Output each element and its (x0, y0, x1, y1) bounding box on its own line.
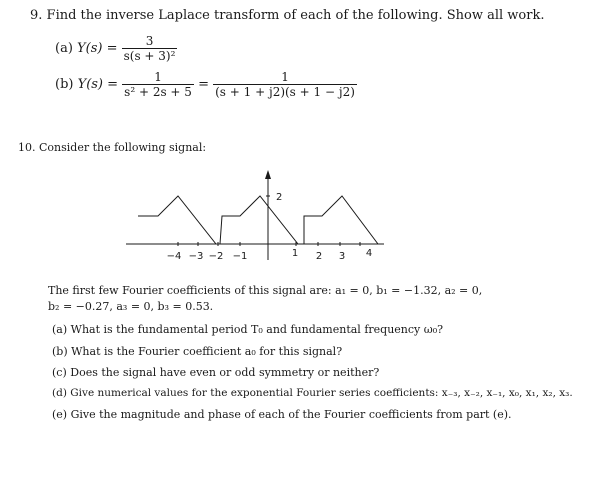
tick-label: −1 (232, 251, 248, 262)
amplitude-axis-arrow-icon (265, 170, 271, 179)
question-a-text: What is the fundamental period T₀ and fundamental frequency ω₀? (70, 323, 444, 336)
peak-label: 2 (276, 192, 283, 203)
question-a (52, 323, 443, 336)
part-a-numerator: 3 (145, 34, 154, 48)
tick-label: −2 (208, 251, 224, 262)
problem-10-number: 10. (18, 141, 36, 154)
tick-label: −3 (188, 251, 204, 262)
part-b-denominator-2: (s + 1 + j2)(s + 1 − j2) (215, 85, 355, 99)
problem-9b (55, 70, 357, 99)
question-c-text: Does the signal have even or odd symmetry or neither? (70, 366, 380, 379)
question-c-label: (c) (52, 366, 67, 379)
question-b-label: (b) (52, 345, 68, 358)
problem-9-number: 9. (30, 8, 43, 23)
part-b-lhs: Y(s) = (77, 77, 119, 92)
question-d-text: Give numerical values for the exponential Fourier series coefficients: x₋₃, x₋₂, x₋₁, x₀, x₁, x₂, x₃. (70, 387, 573, 399)
problem-9-statement (30, 8, 544, 23)
question-e-text: Give the magnitude and phase of each of the Fourier coefficients from part (e). (70, 408, 512, 421)
question-a-label: (a) (52, 323, 68, 336)
part-a-label: (a) (55, 41, 73, 56)
intro-line-2: b₂ = −0.27, a₃ = 0, b₃ = 0.53. (48, 300, 214, 313)
problem-9-text: Find the inverse Laplace transform of each of the following. Show all work. (46, 8, 545, 23)
problem-10-statement (18, 141, 206, 154)
tick-label: 2 (315, 251, 323, 262)
question-e-label: (e) (52, 408, 68, 421)
question-e (52, 408, 512, 421)
question-b (52, 345, 342, 358)
part-a-denominator: s(s + 3)² (123, 49, 176, 63)
part-b-label: (b) (55, 77, 74, 92)
part-b-denominator-1: s² + 2s + 5 (124, 85, 192, 99)
question-b-text: What is the Fourier coefficient a₀ for this signal? (71, 345, 343, 358)
sawtooth-signal-graph (120, 165, 410, 265)
part-a-fraction (122, 34, 178, 63)
problem-10-text: Consider the following signal: (39, 141, 207, 154)
question-d-label: (d) (52, 387, 67, 399)
part-a-lhs: Y(s) = (77, 41, 118, 56)
tick-label: −4 (166, 251, 182, 262)
problem-9a (55, 34, 177, 63)
sawtooth-waveform (138, 196, 384, 244)
tick-labels (167, 248, 373, 262)
part-b-fraction-2 (213, 70, 357, 99)
part-b-fraction-1 (122, 70, 194, 99)
question-c (52, 366, 379, 379)
intro-line-1: The first few Fourier coefficients of this signal are: a₁ = 0, b₁ = −1.32, a₂ = 0, (48, 284, 483, 297)
tick-label: 4 (365, 248, 373, 259)
tick-label: 1 (291, 248, 299, 259)
part-b-equals: = (198, 77, 209, 92)
fourier-coefficients-intro (48, 283, 482, 315)
tick-label: 3 (338, 251, 346, 262)
part-b-numerator-2: 1 (281, 70, 289, 84)
question-d (52, 387, 573, 399)
part-b-numerator-1: 1 (154, 70, 162, 84)
